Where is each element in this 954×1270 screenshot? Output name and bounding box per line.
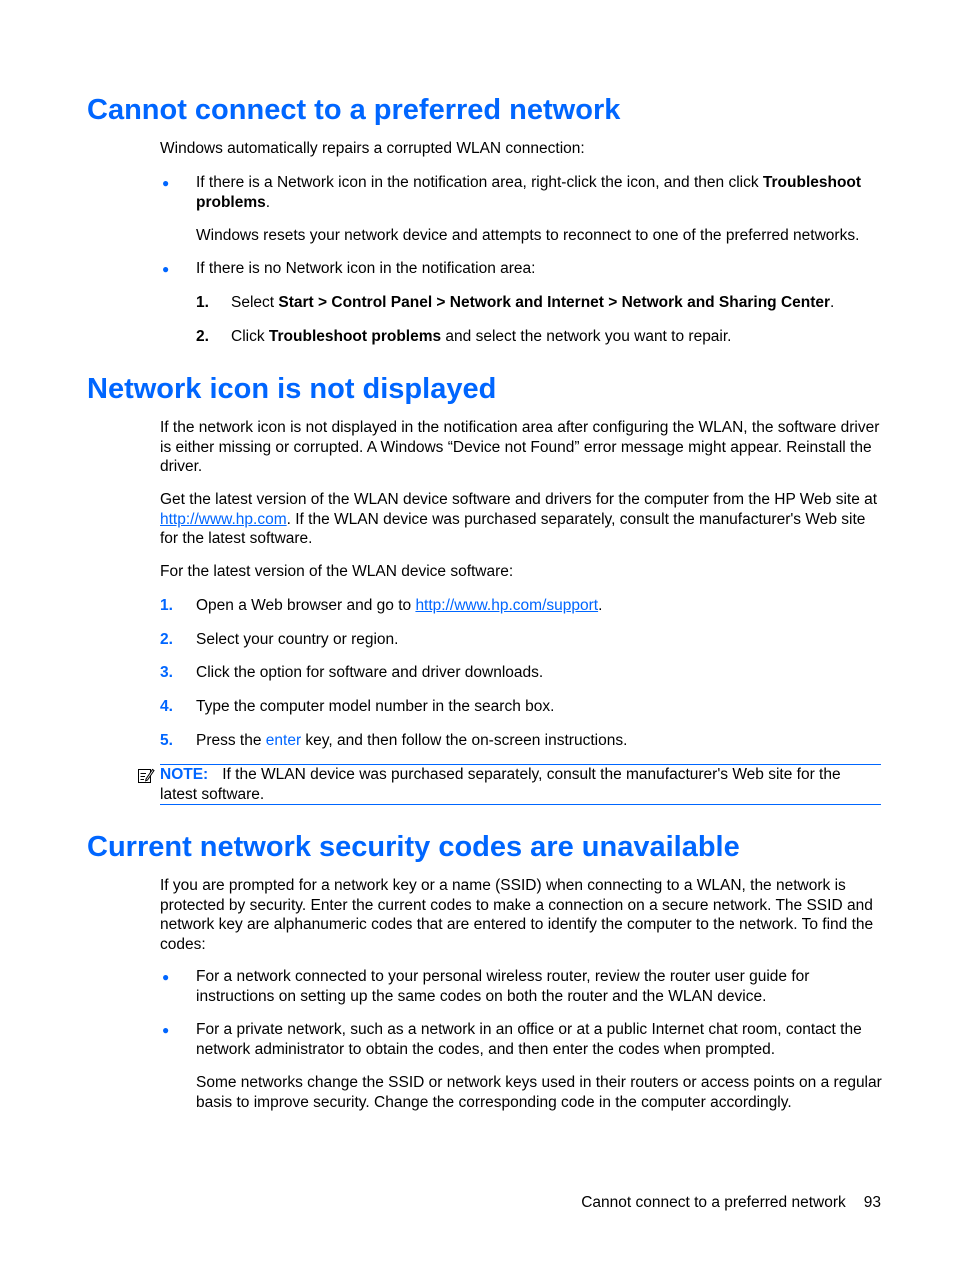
page-number: 93: [863, 1194, 881, 1211]
note-text: NOTE: If the WLAN device was purchased separately, consult the manufacturer's Web site for the latest software.: [160, 766, 841, 803]
hp-link[interactable]: http://www.hp.com: [160, 510, 287, 528]
section2-step-3: Click the option for software and driver downloads.: [196, 664, 544, 681]
section1-bullet1: If there is a Network icon in the notification area, right-click the icon, and then click Troubleshoot problems.: [196, 174, 862, 211]
section2-step-4: Type the computer model number in the search box.: [196, 698, 555, 715]
section2-step-2: Select your country or region.: [196, 631, 399, 648]
note-pencil-icon: [137, 766, 155, 784]
section1-bullet2: If there is no Network icon in the notification area:: [196, 260, 536, 277]
section1-intro: Windows automatically repairs a corrupted WLAN connection:: [160, 140, 585, 157]
enter-key-label: enter: [265, 732, 302, 749]
section3-para1: If you are prompted for a network key or a name (SSID) when connecting to a WLAN, the network is protected by security. Enter the current codes to make a connection on a secure network. The SSID and network key are alphanumeric codes that are entered to identify the computer to the network. To find the codes:: [160, 877, 874, 953]
section2-para1: If the network icon is not displayed in the notification area after configuring the WLAN, the software driver is either missing or corrupted. A Windows “Device not Found” error message might appear. Reinstall the driver.: [160, 419, 880, 475]
section1-step-1: Select Start > Control Panel > Network and Internet > Network and Sharing Center.: [231, 294, 835, 311]
step-number: 5.: [160, 732, 173, 749]
section2-para2: Get the latest version of the WLAN device software and drivers for the computer from the HP Web site at http://www.hp.com. If the WLAN device was purchased separately, consult the manufacturer's Web site for the latest software.: [160, 491, 878, 547]
section2-step-1: Open a Web browser and go to http://www.hp.com/support.: [196, 597, 603, 614]
section2-para3: For the latest version of the WLAN device software:: [160, 563, 514, 580]
step-number: 4.: [160, 698, 173, 715]
section3-bullet2: For a private network, such as a network in an office or at a public Internet chat room, contact the network administrator to obtain the codes, and then enter the codes when prompted.: [196, 1021, 862, 1058]
section2-step-5: Press the enter key, and then follow the on-screen instructions.: [196, 732, 628, 749]
section1-bullet1-followup: Windows resets your network device and attempts to reconnect to one of the preferred networks.: [196, 227, 860, 244]
bullet-icon: ●: [162, 970, 170, 984]
section-title-network-icon: Network icon is not displayed: [87, 373, 497, 405]
section3-followup: Some networks change the SSID or network keys used in their routers or access points on a regular basis to improve security. Change the corresponding code in the computer accordingly.: [196, 1074, 882, 1111]
section1-step-2: Click Troubleshoot problems and select the network you want to repair.: [231, 328, 732, 345]
step-number: 1.: [160, 597, 173, 614]
step-number: 2.: [160, 631, 173, 648]
section-title-security-codes: Current network security codes are unavailable: [87, 831, 740, 863]
hp-support-link[interactable]: http://www.hp.com/support: [415, 597, 599, 614]
note-label: NOTE:: [160, 766, 209, 783]
note-bottom-rule: [160, 804, 881, 805]
page-footer: [581, 1193, 881, 1213]
section3-bullet1: For a network connected to your personal wireless router, review the router user guide for instructions on setting up the same codes on both the router and the WLAN device.: [196, 968, 810, 1005]
footer-section-title: Cannot connect to a preferred network: [581, 1194, 846, 1211]
step-number: 1.: [196, 294, 209, 311]
bullet-icon: ●: [162, 1023, 170, 1037]
step-number: 3.: [160, 664, 173, 681]
bullet-icon: ●: [162, 176, 170, 190]
section-title-preferred-network: Cannot connect to a preferred network: [87, 94, 621, 126]
step-number: 2.: [196, 328, 209, 345]
bullet-icon: ●: [162, 262, 170, 276]
